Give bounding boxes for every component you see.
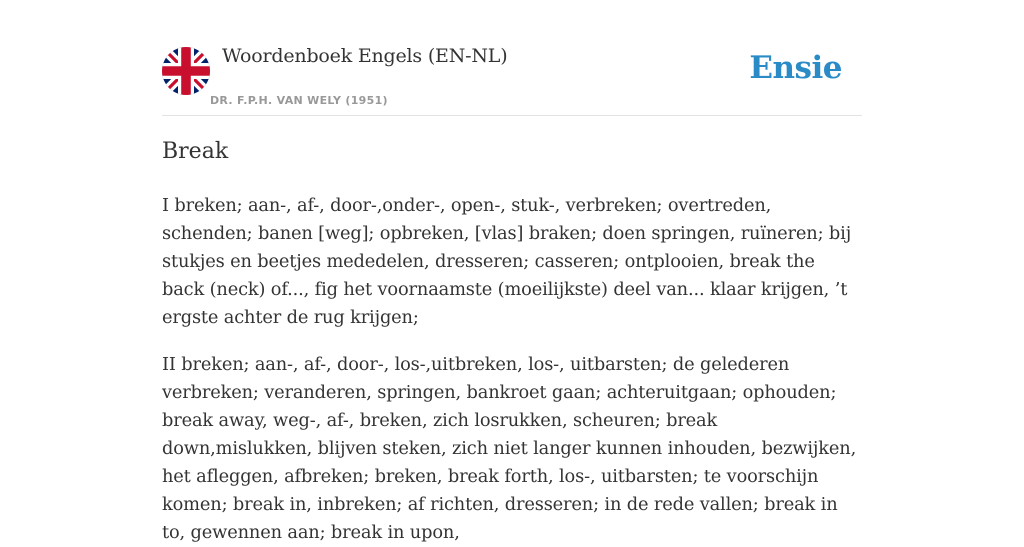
- entry-headword: Break: [162, 139, 229, 164]
- definition-paragraph-1: I breken; aan-, af-, door-,onder-, open-, stuk-, verbreken; overtreden, schenden; banen [weg]; opbreken, [vlas] braken; doen springen, ruïneren; bij stukjes en beetjes mededelen, dresseren; casseren; ontplooien, break the back (neck) of..., fig het voornaamste (moeilijkste) deel van... klaar krijgen, ’t ergste achter de rug krijgen;: [162, 195, 852, 328]
- dictionary-title[interactable]: Woordenboek Engels (EN-NL): [222, 45, 508, 67]
- dictionary-header: [162, 0, 862, 116]
- dictionary-author: DR. F.P.H. VAN WELY (1951): [210, 94, 388, 107]
- ensie-logo[interactable]: Ensie: [749, 50, 842, 86]
- uk-flag-icon: [162, 47, 210, 95]
- page-container: [162, 0, 862, 543]
- definition-paragraph-2: II breken; aan-, af-, door-, los-,uitbreken, los-, uitbarsten; de gelederen verbreken; veranderen, springen, bankroet gaan; achteruitgaan; ophouden; break away, weg-, af-, breken, zich losrukken, scheuren; break down,mislukken, blijven steken, zich niet langer kunnen inhouden, bezwijken, het afleggen, afbreken; breken, break forth, los-, uitbarsten; te voorschijn komen; break in, inbreken; af richten, dresseren; in de rede vallen; break in to, gewennen aan; break in upon,: [162, 354, 857, 543]
